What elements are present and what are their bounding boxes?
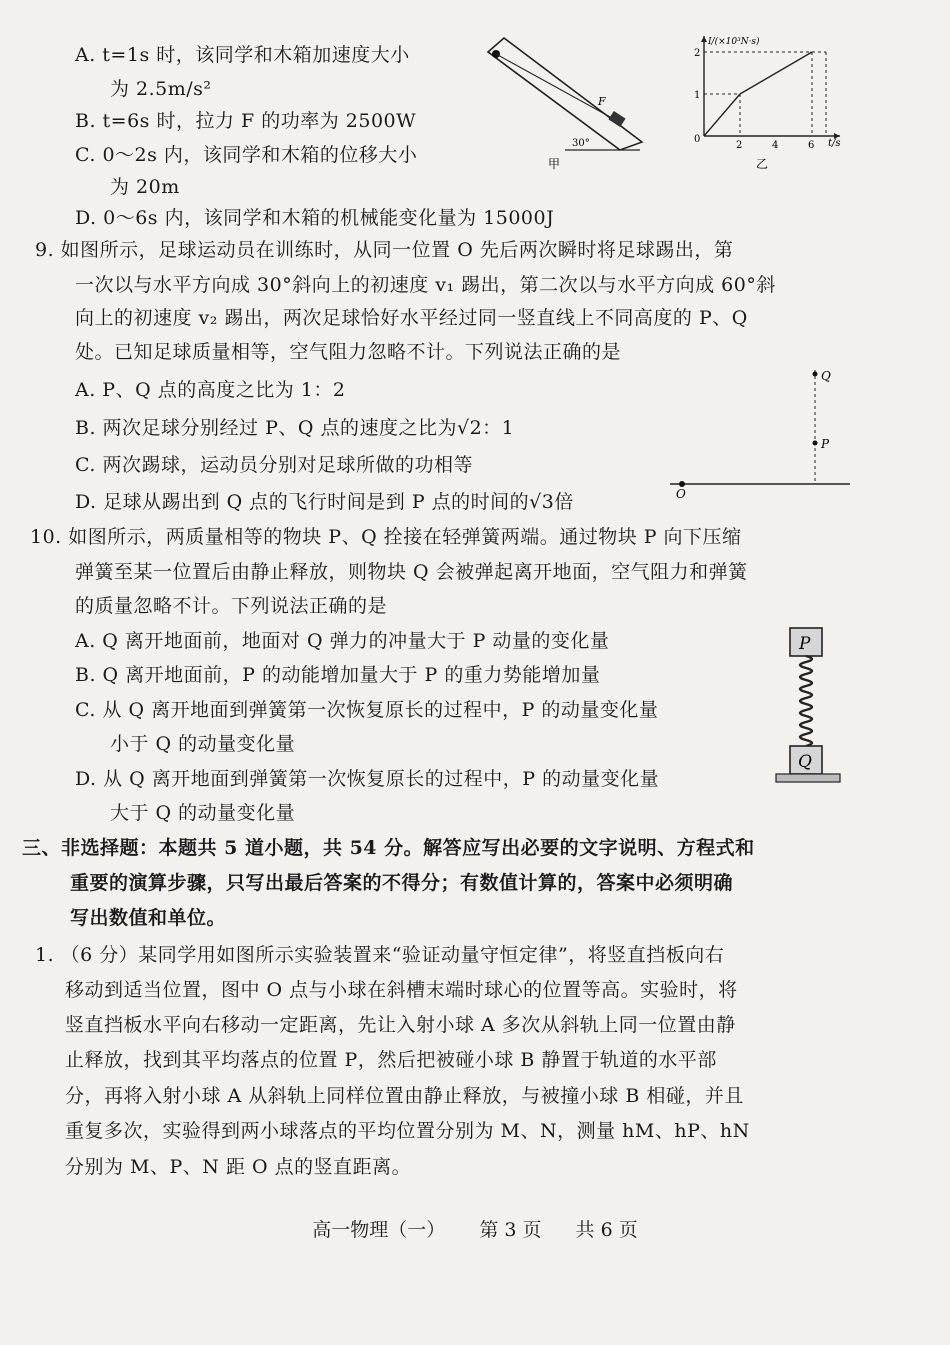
section-3-heading-line1: 三、非选择题：本题共 5 道小题，共 54 分。解答应写出必要的文字说明、方程式和 (22, 837, 755, 859)
q9-option-c: C. 两次踢球，运动员分别对足球所做的功相等 (75, 454, 473, 476)
graph-xtick: 6 (808, 140, 815, 151)
q10-option-b: B. Q 离开地面前，P 的动能增加量大于 P 的重力势能增加量 (75, 664, 601, 686)
impulse-graph (690, 30, 850, 175)
graph-xtick: 4 (772, 140, 779, 151)
q11-line5: 分，再将入射小球 A 从斜轨上同样位置由静止释放，与被撞小球 B 相碰，并且 (65, 1085, 744, 1107)
footer-total-pages: 共 6 页 (575, 1219, 638, 1241)
graph-ylabel: I/(×10³N·s) (708, 37, 760, 47)
block-p-label: P (799, 634, 811, 654)
q10-option-c-line2: 小于 Q 的动量变化量 (110, 733, 296, 755)
q9-option-b: B. 两次足球分别经过 P、Q 点的速度之比为√2：1 (75, 417, 515, 439)
section-3-heading-line2: 重要的演算步骤，只写出最后答案的不得分；有数值计算的，答案中必须明确 (70, 872, 734, 894)
point-p-label: P (821, 437, 830, 451)
q9-option-a: A. P、Q 点的高度之比为 1：2 (75, 379, 346, 401)
q10-option-d-line1: D. 从 Q 离开地面到弹簧第一次恢复原长的过程中，P 的动量变化量 (75, 768, 660, 790)
footer-subject: 高一物理（一） (312, 1219, 446, 1241)
point-q-label: Q (821, 369, 831, 383)
q10-stem-line3: 的质量忽略不计。下列说法正确的是 (75, 595, 388, 617)
q10-option-c-line1: C. 从 Q 离开地面到弹簧第一次恢复原长的过程中，P 的动量变化量 (75, 699, 659, 721)
q10-stem-line1: 10. 如图所示，两质量相等的物块 P、Q 拴接在轻弹簧两端。通过物块 P 向下压缩 (30, 526, 742, 548)
section-3-heading-line3: 写出数值和单位。 (70, 907, 227, 929)
q8-option-a-line1: A. t=1s 时，该同学和木箱加速度大小 (75, 44, 410, 66)
q8-option-c-line1: C. 0～2s 内，该同学和木箱的位移大小 (75, 144, 418, 166)
q11-line3: 竖直挡板水平向右移动一定距离，先让入射小球 A 多次从斜轨上同一位置由静 (65, 1014, 736, 1036)
q9-stem-line2: 一次以与水平方向成 30°斜向上的初速度 v₁ 踢出，第二次以与水平方向成 60°斜 (75, 274, 776, 296)
angle-label: 30° (572, 138, 590, 149)
q9-stem-line1: 9. 如图所示，足球运动员在训练时，从同一位置 O 先后两次瞬时将足球踢出，第 (35, 239, 734, 261)
graph-origin: 0 (694, 134, 701, 145)
graph-ytick: 2 (694, 48, 701, 59)
q9-stem-line3: 向上的初速度 v₂ 踢出，两次足球恰好水平经过同一竖直线上不同高度的 P、Q (75, 307, 748, 329)
q8-option-d: D. 0～6s 内，该同学和木箱的机械能变化量为 15000J (75, 207, 555, 229)
q11-line7: 分别为 M、P、N 距 O 点的竖直距离。 (65, 1156, 412, 1178)
force-label: F (598, 95, 606, 108)
point-o-label: O (676, 487, 686, 500)
figure-yi-label: 乙 (756, 157, 769, 171)
q8-option-b: B. t=6s 时，拉力 F 的功率为 2500W (75, 110, 417, 132)
q10-option-a: A. Q 离开地面前，地面对 Q 弹力的冲量大于 P 动量的变化量 (75, 630, 610, 652)
q11-line1: 1. （6 分）某同学用如图所示实验装置来“验证动量守恒定律”，将竖直挡板向右 (35, 944, 725, 966)
q10-option-d-line2: 大于 Q 的动量变化量 (110, 802, 296, 824)
figure-jia-label: 甲 (548, 157, 561, 171)
q10-stem-line2: 弹簧至某一位置后由静止释放，则物块 Q 会被弹起离开地面，空气阻力和弹簧 (75, 561, 748, 583)
footer-page-number: 第 3 页 (479, 1219, 542, 1241)
spring-figure (770, 622, 850, 792)
graph-xtick: 2 (736, 140, 743, 151)
block-q-label: Q (798, 752, 812, 772)
q8-option-c-line2: 为 20m (110, 176, 180, 198)
q11-line2: 移动到适当位置，图中 O 点与小球在斜槽末端时球心的位置等高。实验时，将 (65, 979, 738, 1001)
page-footer (0, 1215, 950, 1242)
q8-option-a-line2: 为 2.5m/s² (110, 78, 212, 100)
graph-ytick: 1 (694, 90, 701, 101)
q9-stem-line4: 处。已知足球质量相等，空气阻力忽略不计。下列说法正确的是 (75, 341, 622, 363)
incline-figure (470, 30, 650, 175)
q9-option-d: D. 足球从踢出到 Q 点的飞行时间是到 P 点的时间的√3倍 (75, 491, 574, 513)
q11-line6: 重复多次，实验得到两小球落点的平均位置分别为 M、N，测量 hM、hP、hN (65, 1120, 750, 1142)
graph-xlabel: t/s (828, 138, 841, 149)
football-figure (660, 360, 860, 500)
q11-line4: 止释放，找到其平均落点的位置 P，然后把被碰小球 B 静置于轨道的水平部 (65, 1049, 717, 1071)
